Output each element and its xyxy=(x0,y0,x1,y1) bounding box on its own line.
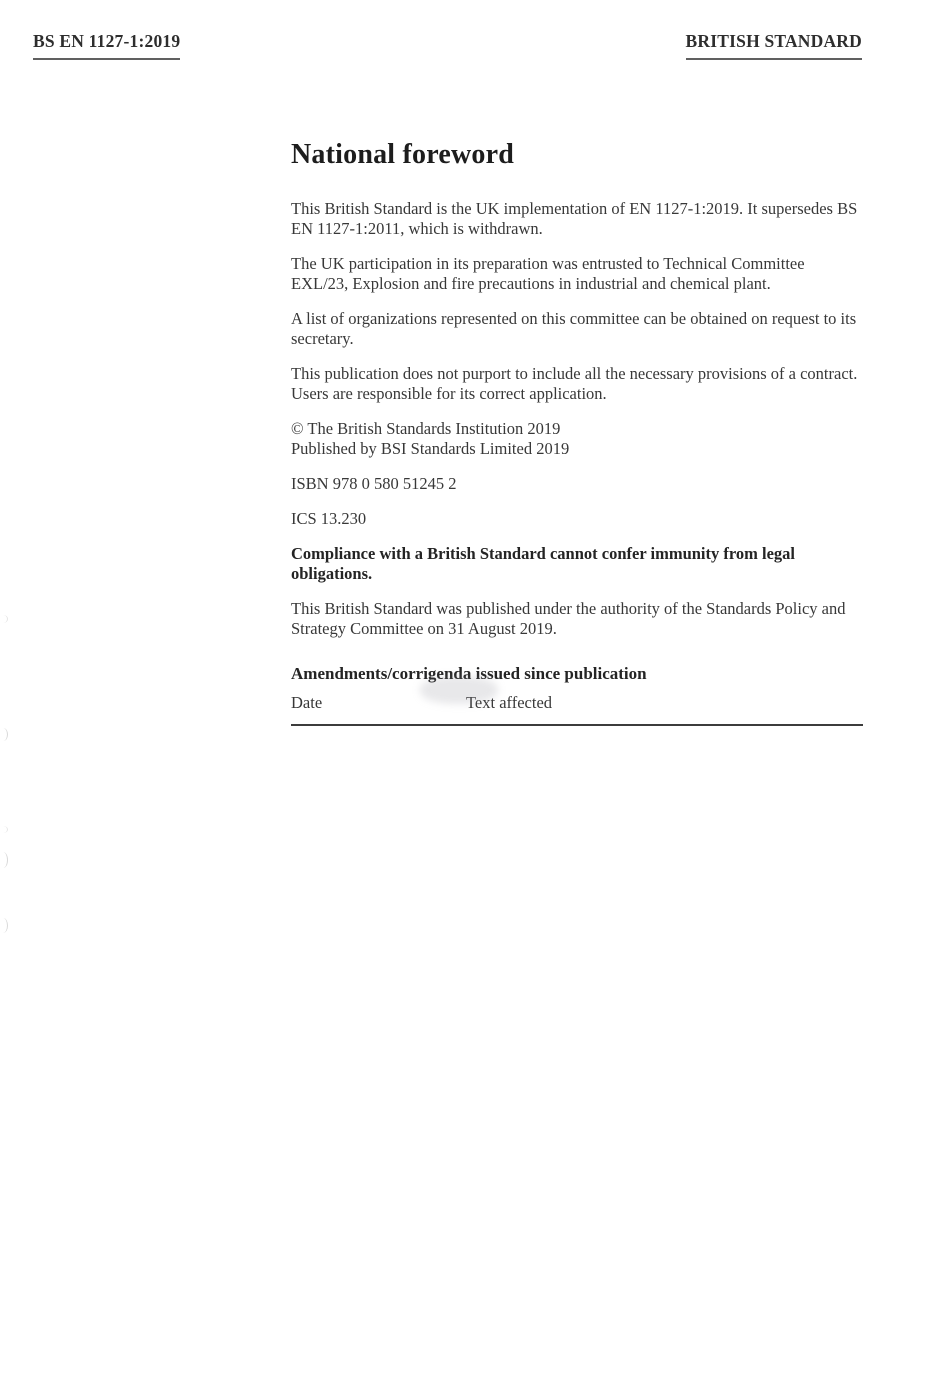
amendments-table-rule xyxy=(291,724,863,726)
copyright-block xyxy=(291,419,863,459)
scan-smudge-artifact xyxy=(420,676,498,704)
foreword-section xyxy=(291,141,863,734)
isbn-line: ISBN 978 0 580 51245 2 xyxy=(291,474,457,493)
paragraph-committee: The UK participation in its preparation was entrusted to Technical Committee EXL/23, Explosion and fire precautions in industrial and chemical plant. xyxy=(291,254,805,293)
scan-edge-artifact xyxy=(0,728,8,741)
publisher-line: Published by BSI Standards Limited 2019 xyxy=(291,439,570,458)
paragraph-organizations: A list of organizations represented on this committee can be obtained on request to its secretary. xyxy=(291,309,857,348)
amendments-table-header xyxy=(291,693,863,713)
ics-line: ICS 13.230 xyxy=(291,509,367,528)
header-doc-type: BRITISH STANDARD xyxy=(686,30,862,60)
compliance-note: Compliance with a British Standard cannot confer immunity from legal obligations. xyxy=(291,544,796,583)
paragraph-contract: This publication does not purport to include all the necessary provisions of a contract. Users are responsible for its correct application. xyxy=(291,364,858,403)
authority-note: This British Standard was published under the authority of the Standards Policy and Strategy Committee on 31 August 2019. xyxy=(291,599,846,638)
header-doc-number: BS EN 1127-1:2019 xyxy=(33,30,180,60)
scan-edge-artifact xyxy=(0,826,8,833)
page-title: National foreword xyxy=(291,139,514,170)
paragraph-implementation: This British Standard is the UK implementation of EN 1127-1:2019. It supersedes BS EN 1127-1:2011, which is withdrawn. xyxy=(291,199,858,238)
copyright-line: © The British Standards Institution 2019 xyxy=(291,419,561,438)
scan-edge-artifact xyxy=(0,852,8,868)
amendments-col-text-affected: Text affected xyxy=(466,693,553,712)
scan-edge-artifact xyxy=(0,615,8,623)
amendments-heading: Amendments/corrigenda issued since publication xyxy=(291,664,647,683)
amendments-col-date: Date xyxy=(291,693,323,712)
scan-edge-artifact xyxy=(0,918,8,933)
